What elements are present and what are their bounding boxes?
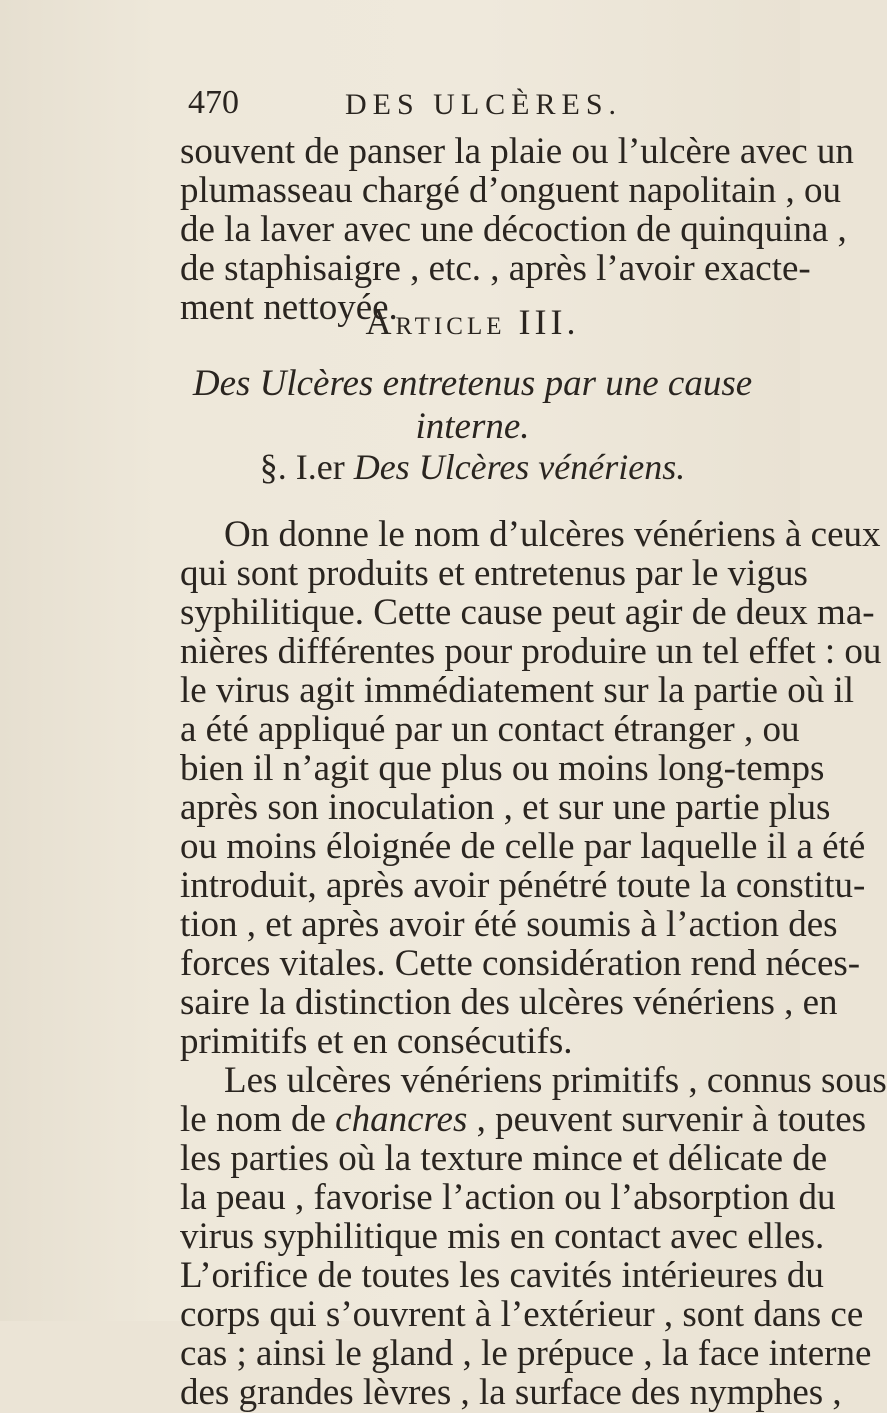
text-line: ment nettoyée. [180, 287, 398, 328]
text-line: Les ulcères vénériens primitifs , connus sous [224, 1060, 887, 1101]
text-line: saire la distinction des ulcères vénériens , en [180, 982, 838, 1023]
body-paragraphs [180, 514, 887, 1413]
text-line: le virus agit immédiatement sur la partie où il [180, 670, 855, 711]
text-line: qui sont produits et entretenus par le vigus [180, 553, 808, 594]
section-title-text: Des Ulcères vénériens. [353, 447, 686, 487]
text-line: forces vitales. Cette considération rend néces- [180, 943, 861, 984]
intro-paragraph [180, 131, 854, 328]
chapter-heading: Des Ulcères entretenus par une cause interne. [192, 363, 753, 447]
text-line: les parties où la texture mince et délicate de [180, 1138, 828, 1179]
text-line: souvent de panser la plaie ou l’ulcère avec un [180, 131, 854, 172]
text-line: cas ; ainsi le gland , le prépuce , la face interne [180, 1333, 872, 1374]
section-heading [180, 446, 765, 488]
article-heading: Article III. [365, 302, 580, 342]
text-line: On donne le nom d’ulcères vénériens à ceux [224, 514, 881, 555]
text-segment: , peuvent survenir à toutes [467, 1099, 867, 1140]
page-number: 470 [188, 84, 239, 121]
section-number: §. I.er [259, 447, 345, 487]
text-line: corps qui s’ouvrent à l’extérieur , sont dans ce [180, 1294, 864, 1335]
text-line: après son inoculation , et sur une partie plus [180, 787, 831, 828]
text-line: introduit, après avoir pénétré toute la constitu- [180, 865, 866, 906]
text-line: tion , et après avoir été soumis à l’action des [180, 904, 838, 945]
text-line: de staphisaigre , etc. , après l’avoir exacte- [180, 248, 811, 289]
page-header [180, 84, 760, 130]
text-line: bien il n’agit que plus ou moins long-temps [180, 748, 825, 789]
text-segment: le nom de [180, 1099, 336, 1140]
text-line: de la laver avec une décoction de quinquina , [180, 209, 847, 250]
text-line: syphilitique. Cette cause peut agir de deux ma- [180, 592, 875, 633]
running-title: DES ULCÈRES. [345, 88, 623, 121]
text-line: virus syphilitique mis en contact avec elles. [180, 1216, 825, 1257]
text-line: primitifs et en consécutifs. [180, 1021, 573, 1062]
text-line: plumasseau chargé d’onguent napolitain , ou [180, 170, 842, 211]
text-line [180, 1099, 867, 1140]
text-line: des grandes lèvres , la surface des nymphes , [180, 1372, 842, 1413]
text-line: nières différentes pour produire un tel effet : ou [180, 631, 882, 672]
text-line: a été appliqué par un contact étranger , ou [180, 709, 800, 750]
text-line: L’orifice de toutes les cavités intérieures du [180, 1255, 824, 1296]
text-line: ou moins éloignée de celle par laquelle il a été [180, 826, 866, 867]
text-line: la peau , favorise l’action ou l’absorption du [180, 1177, 836, 1218]
italic-term: chancres [335, 1099, 468, 1140]
